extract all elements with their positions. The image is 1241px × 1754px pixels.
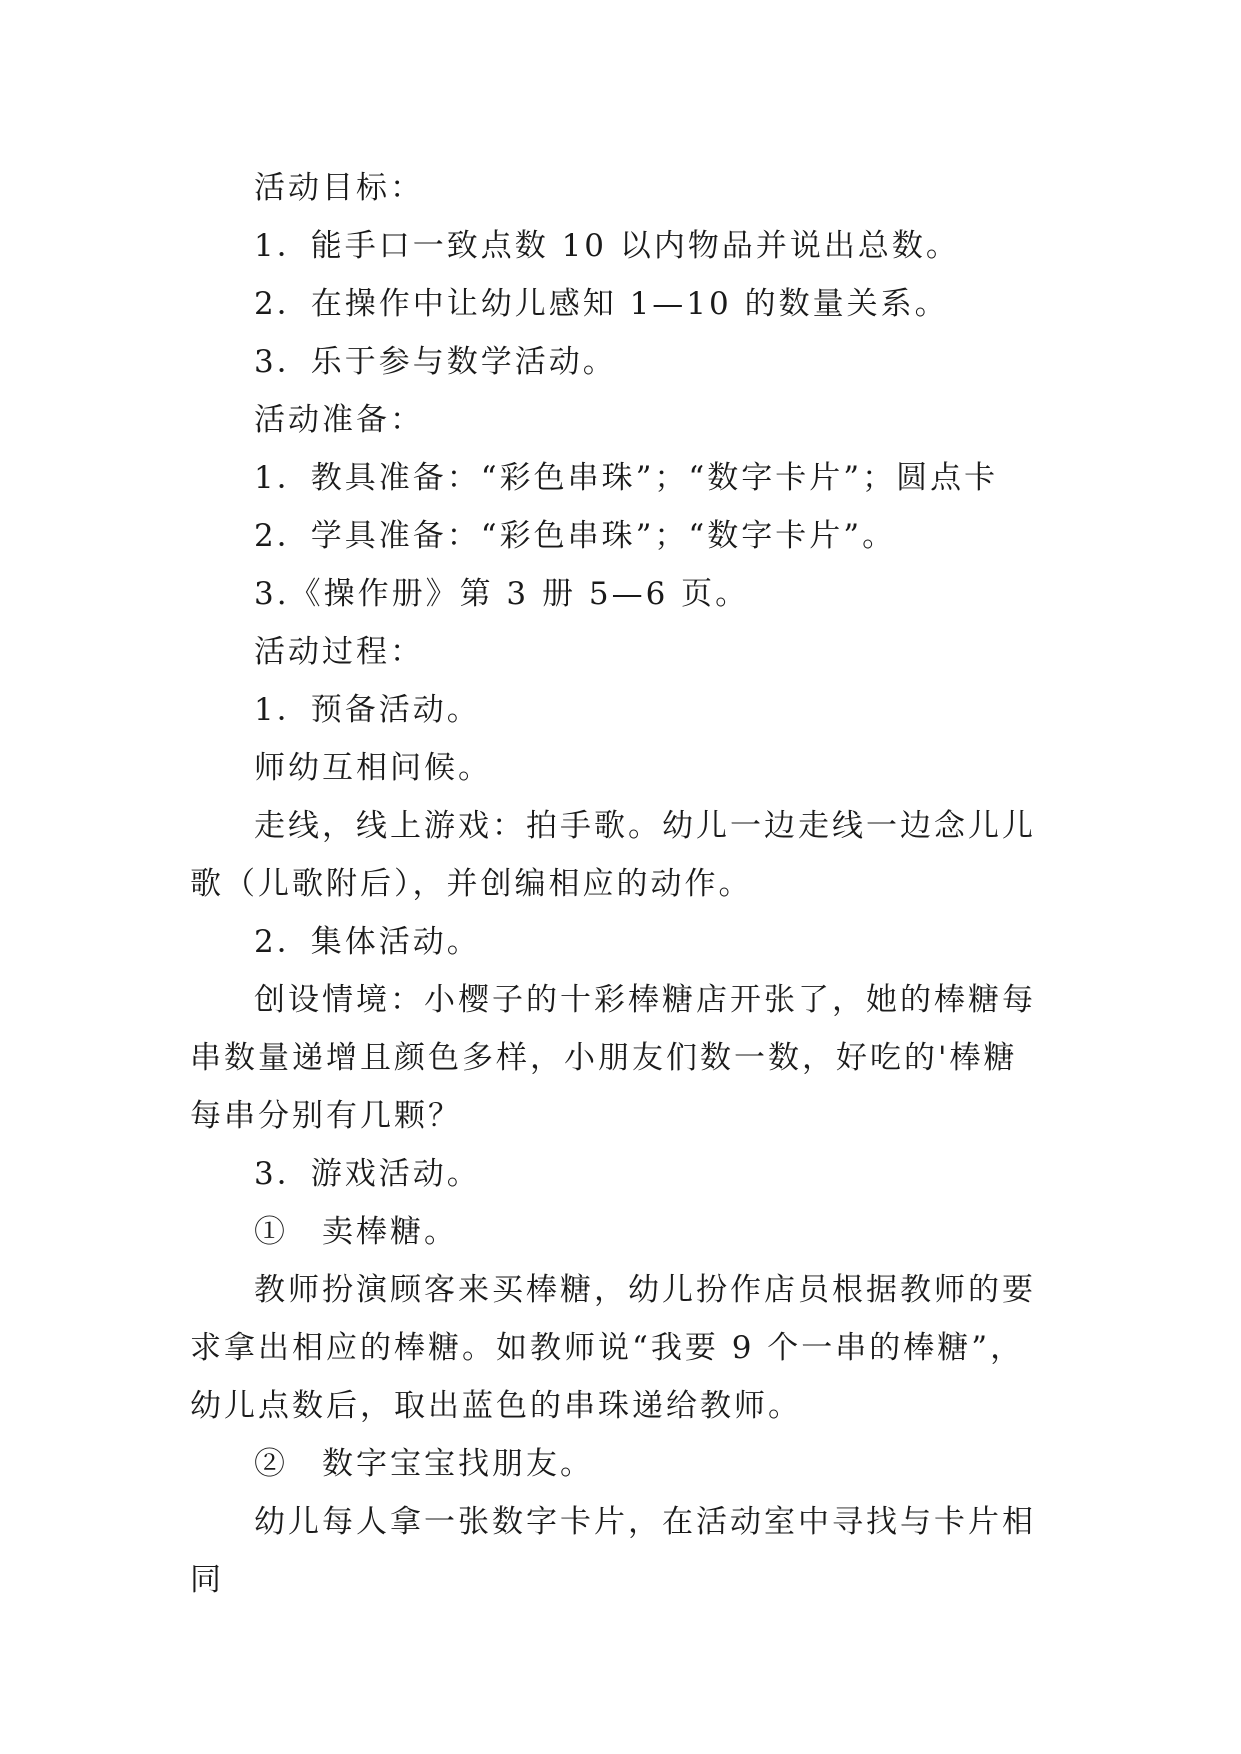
goal-item-1: 1．能手口一致点数 10 以内物品并说出总数。	[254, 228, 960, 264]
process-step-1-title: 1．预备活动。	[254, 692, 481, 728]
heading-activity-goals: 活动目标：	[254, 170, 424, 206]
game-1-description: 教师扮演顾客来买棒糖，幼儿扮作店员根据教师的要求拿出相应的棒糖。如教师说“我要 9 个一串的棒糖”， 幼儿点数后，取出蓝色的串珠递给教师。	[190, 1272, 1043, 1424]
heading-activity-preparation: 活动准备：	[254, 402, 424, 438]
preparation-item-3: 3.《操作册》第 3 册 5—6 页。	[254, 576, 750, 612]
process-line-walking: 走线，线上游戏：拍手歌。幼儿一边走线一边念儿儿歌（儿歌附后），并创编相应的动作。	[190, 808, 1036, 902]
process-greeting: 师幼互相问候。	[254, 750, 492, 786]
preparation-item-1: 1．教具准备：“彩色串珠”；“数字卡片”；圆点卡	[254, 460, 999, 496]
heading-activity-process: 活动过程：	[254, 634, 424, 670]
game-1-title: ① 卖棒糖。	[254, 1214, 458, 1250]
goal-item-2: 2．在操作中让幼儿感知 1—10 的数量关系。	[254, 286, 949, 322]
process-step-2-title: 2．集体活动。	[254, 924, 481, 960]
goal-item-3: 3．乐于参与数学活动。	[254, 344, 617, 380]
game-2-title: ② 数字宝宝找朋友。	[254, 1446, 594, 1482]
process-scenario: 创设情境：小樱子的十彩棒糖店开张了，她的棒糖每串数量递增且颜色多样，小朋友们数一数，好吃的'棒糖每串分别有几颗？	[190, 982, 1036, 1134]
game-2-description: 幼儿每人拿一张数字卡片，在活动室中寻找与卡片相同	[190, 1504, 1036, 1598]
process-step-3-title: 3．游戏活动。	[254, 1156, 481, 1192]
document-body	[190, 159, 1050, 1609]
preparation-item-2: 2．学具准备：“彩色串珠”；“数字卡片”。	[254, 518, 897, 554]
